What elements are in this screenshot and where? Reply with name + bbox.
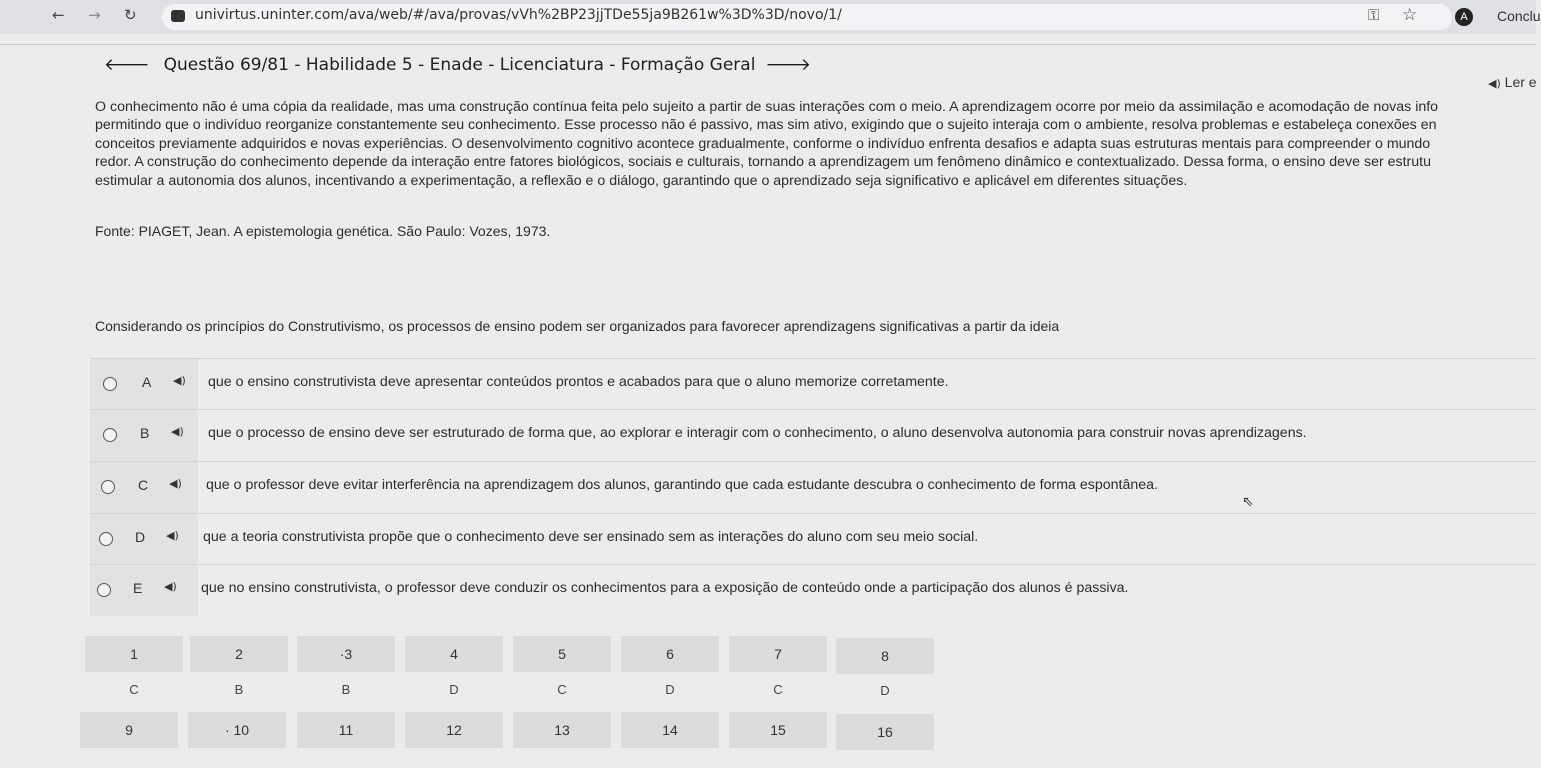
speaker-icon: ◀) [1488,77,1501,90]
answer-3: B [341,682,351,697]
mouse-cursor-icon: ⇖ [1242,494,1254,510]
question-nav-1[interactable]: 1 [85,636,183,672]
body-line: redor. A construção do conhecimento depende da interação entre fatores biológicos, sociais e culturais, tornando a aprendizagem um fenômeno dinâmico e contextualizado. Dessa forma, o ensino deve ser estrutu [95,154,1431,171]
bookmark-star-icon[interactable]: ☆ [1402,5,1418,25]
option-text: que o processo de ensino deve ser estruturado de forma que, ao explorar e interagir com o conhecimento, o aluno desenvolva autonomia para construir novas aprendizagens. [208,425,1307,441]
question-nav-6[interactable]: 6 [621,636,719,672]
question-body [95,98,1536,190]
next-question-icon[interactable]: 🡒 [765,55,812,75]
answer-1: C [129,682,139,697]
read-aloud-label: Ler e [1504,74,1537,90]
option-c-radio[interactable] [101,480,115,494]
option-a-radio[interactable] [103,377,117,391]
answer-7: C [773,682,783,697]
option-letter: B [140,425,150,441]
question-nav-12[interactable]: 12 [405,712,503,748]
site-info-icon[interactable] [171,10,185,22]
question-nav-8[interactable]: 8 [836,638,934,674]
option-letter: C [138,477,149,493]
question-nav-16[interactable]: 16 [836,714,934,750]
question-header [104,53,811,77]
answer-4: D [449,682,459,697]
answer-5: C [557,682,567,697]
option-b-radio[interactable] [103,428,117,442]
body-line: estimular a autonomia dos alunos, incentivando a experimentação, a reflexão e o diálogo, garantindo que o aprendizado seja significativo e aplicável em diferentes situações. [95,172,1188,189]
reload-icon[interactable]: ↻ [124,6,137,24]
speaker-icon[interactable]: ◀) [169,477,182,490]
question-nav-13[interactable]: 13 [513,712,611,748]
question-nav-9[interactable]: 9 [80,712,178,748]
question-nav-15[interactable]: 15 [729,712,827,748]
question-nav-5[interactable]: 5 [513,636,611,672]
question-nav-3[interactable]: ·3 [297,636,395,672]
speaker-icon[interactable]: ◀) [171,425,184,438]
option-a[interactable] [90,358,1536,410]
answer-8: D [880,683,890,698]
speaker-icon[interactable]: ◀) [173,374,186,387]
previous-question-icon[interactable]: 🡐 [104,55,150,75]
option-letter: D [135,529,146,545]
answer-6: D [665,682,675,697]
arrow-left-icon[interactable]: ← [52,6,65,24]
option-e-radio[interactable] [97,583,111,597]
answer-2: B [234,682,244,697]
body-line: conceitos previamente adquiridos e novas experiências. O desenvolvimento cognitivo acontece gradualmente, conforme o indivíduo enfrenta desafios e adapta suas estruturas mentais para compreender o mundo [95,135,1431,152]
option-text: que o professor deve evitar interferência na aprendizagem dos alunos, garantindo que cada estudante descubra o conhecimento de forma espontânea. [206,477,1158,493]
option-text: que o ensino construtivista deve apresentar conteúdos prontos e acabados para que o aluno memorize corretamente. [208,374,949,390]
header-divider [0,44,1536,45]
body-line: permitindo que o indivíduo reorganize constantemente seu conhecimento. Esse processo não é passivo, mas sim ativo, exigindo que o sujeito interaja com o ambiente, resolva problemas e estabeleça conexões en [95,117,1437,134]
conclude-button[interactable]: Conclu [1497,8,1541,24]
option-d[interactable] [90,513,1536,565]
option-d-radio[interactable] [99,532,113,546]
profile-avatar[interactable]: A [1455,8,1473,26]
option-e[interactable] [90,564,1536,616]
option-c[interactable] [90,461,1536,513]
question-nav-7[interactable]: 7 [729,636,827,672]
question-prompt: Considerando os princípios do Construtivismo, os processos de ensino podem ser organizados para favorecer aprendizagens significativas a partir da ideia [95,318,1060,334]
read-aloud-button[interactable] [1488,74,1537,90]
source-citation: Fonte: PIAGET, Jean. A epistemologia genética. São Paulo: Vozes, 1973. [95,223,551,239]
password-key-icon[interactable]: ⚿ [1368,6,1380,24]
question-nav-4[interactable]: 4 [405,636,503,672]
option-letter: A [142,374,152,390]
question-nav-14[interactable]: 14 [621,712,719,748]
question-nav-2[interactable]: 2 [190,636,288,672]
body-line: O conhecimento não é uma cópia da realidade, mas uma construção contínua feita pelo sujeito a partir de suas interações com o meio. A aprendizagem ocorre por meio da assimilação e acomodação de novas info [95,99,1439,115]
url-text[interactable]: univirtus.uninter.com/ava/web/#/ava/provas/vVh%2BP23jjTDe55ja9B261w%3D%3D/novo/1/ [195,7,842,23]
arrow-right-icon[interactable]: → [88,6,101,24]
question-title: Questão 69/81 - Habilidade 5 - Enade - Licenciatura - Formação Geral [163,55,756,75]
option-letter: E [133,580,143,596]
option-b[interactable] [90,409,1536,461]
speaker-icon[interactable]: ◀) [164,580,177,593]
question-nav-10[interactable]: · 10 [188,712,286,748]
browser-toolbar [0,0,1541,34]
option-text: que no ensino construtivista, o professor deve conduzir os conhecimentos para a exposição de conteúdo onde a participação dos alunos é passiva. [201,580,1129,596]
speaker-icon[interactable]: ◀) [166,529,179,542]
option-text: que a teoria construtivista propõe que o conhecimento deve ser ensinado sem as interações do aluno com seu meio social. [203,529,979,545]
question-nav-11[interactable]: 11 [297,712,395,748]
